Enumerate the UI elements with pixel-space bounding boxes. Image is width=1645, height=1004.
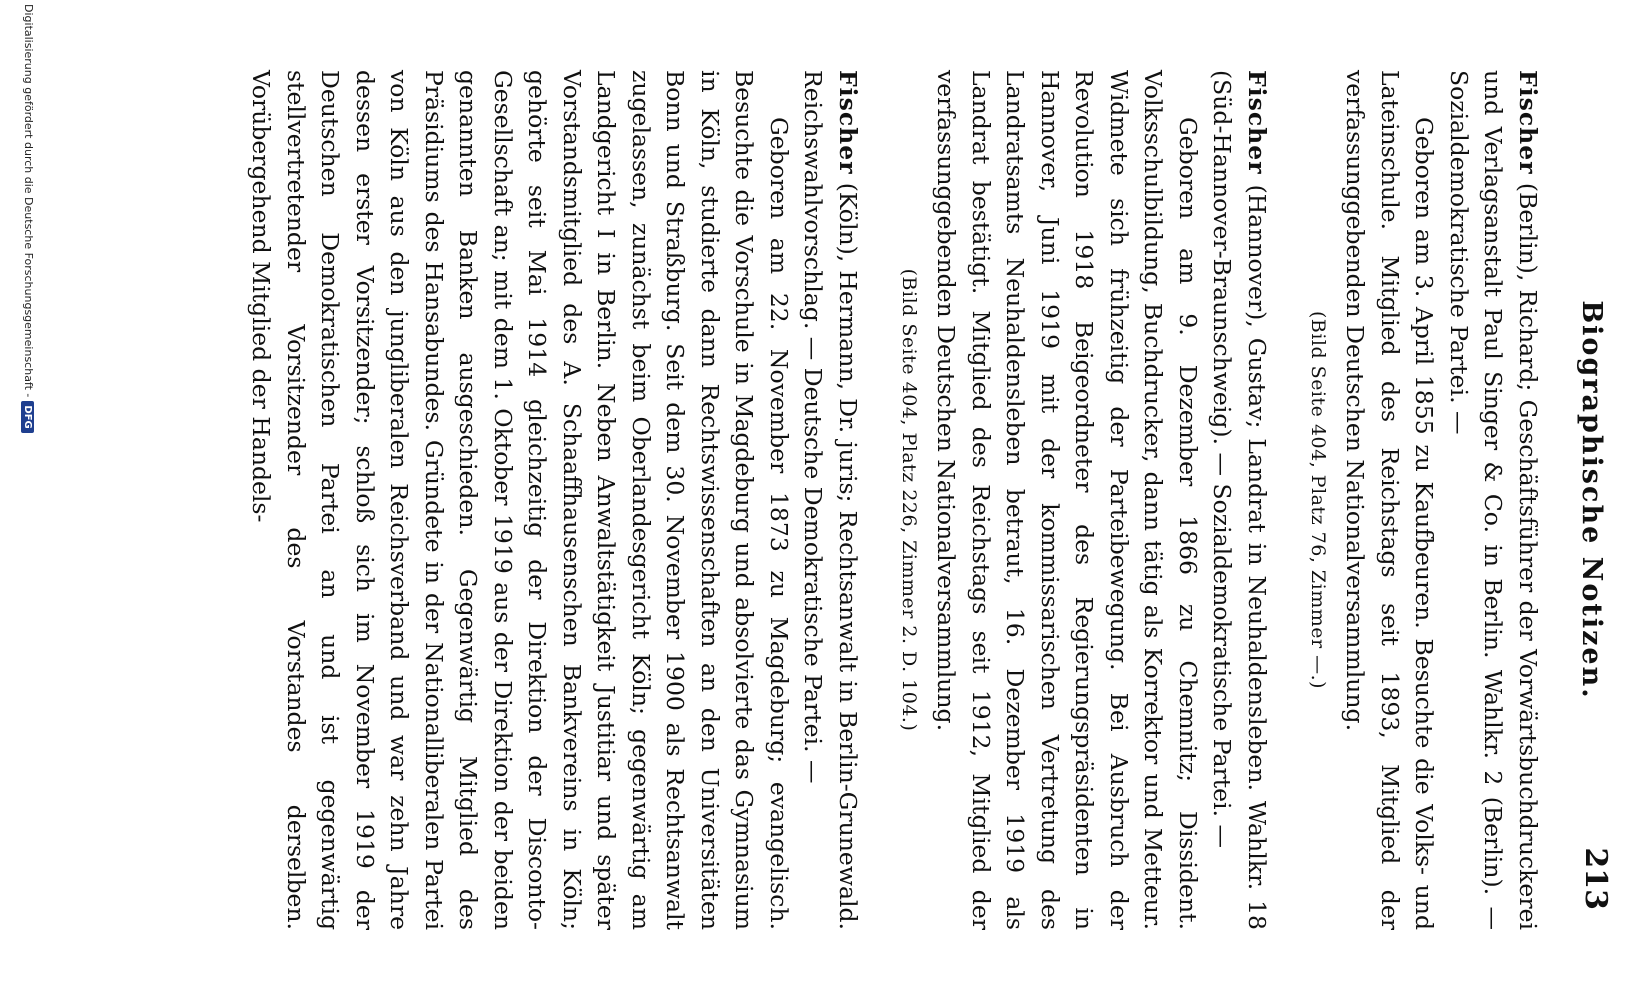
entry-caption: (Bild Seite 404, Platz 226, Zimmer 2. D. 104.) [898, 268, 920, 732]
entry-caption: (Bild Seite 404, Platz 76, Zimmer —.) [1307, 310, 1329, 690]
digitization-credit [21, 0, 35, 1004]
biography-list [145, 70, 1545, 930]
entry-heading [1442, 70, 1546, 930]
entry-heading [796, 70, 865, 930]
entry-heading [1205, 70, 1274, 930]
entry-name: Fischer [1514, 70, 1542, 175]
entry-name: Fischer [1243, 70, 1271, 175]
page-number: 213 [1578, 847, 1613, 910]
entry-name: Fischer [834, 70, 862, 175]
page-title: Biographische Notizen. [1576, 300, 1607, 700]
biography-entry [1304, 70, 1545, 930]
entry-bio: Geboren am 3. April 1855 zu Kaufbeuren. Besuchte die Volks- und Lateinschule. Mitglied des Reichstags seit 1893, Mitglied der verfassunggebenden Deutschen Nationalversammlung. [1341, 70, 1439, 930]
entry-bio: Geboren am 9. Dezember 1866 zu Chemnitz; Dissident. Volksschulbildung, Buchdrucker, dann tätig als Korrektor und Metteur. Widmete sich frühzeitig der Parteibewegung. Bei Ausbruch der Revolution 1918 Beigeordneter des Regierungspräsidenten in Hannover, Juni 1919 mit der kommissarischen Vertretung des Landratsamts Neuhaldensleben betraut, 16. Dezember 1919 als Landrat bestätigt. Mitglied des Reichstags seit 1912, Mitglied der verfassunggebenden Deutschen Nationalversammlung. [932, 70, 1202, 930]
entry-bio: Geboren am 22. November 1873 zu Magdeburg; evangelisch. Besuchte die Vorschule in Magdeburg und absolvierte das Gymnasium in Köln, studierte dann Rechtswissenschaften an den Universitäten Bonn und Straßburg. Seit dem 30. November 1900 als Rechtsanwalt zugelassen, zunächst beim Oberlandesgericht Köln; gegenwärtig am Landgericht I in Berlin. Neben Anwaltstätigkeit Justitiar und später Vorstandsmitglied des A. Schaaffhausenschen Bankvereins in Köln; gehörte seit Mai 1914 gleichzeitig der Direktion der Disconto-Gesellschaft an; mit dem 1. Oktober 1919 aus der Direktion der beiden genannten Banken ausgeschieden. Gegenwärtig Mitglied des Präsidiums des Hansabundes. Gründete in der Nationalliberalen Partei von Köln aus den jungliberalen Reichsverband und war zehn Jahre dessen erster Vorsitzender; schloß sich im November 1919 der Deutschen Demokratischen Partei an und ist gegenwärtig stellvertretender Vorsitzender des Vorstandes derselben. Vorübergehend Mitglied der Handels- [247, 70, 793, 930]
dfg-logo: DFG [21, 401, 34, 432]
entry-intro: (Berlin), Richard; Geschäftsführer der Vorwärtsbuchdruckerei und Verlagsanstalt Paul Singer & Co. in Berlin. Wahlkr. 2 (Berlin). — Sozialdemokratische Partei. — [1445, 70, 1542, 930]
credit-text: Digitalisierung gefördert durch die Deutsche Forschungsgemeinschaft - [22, 4, 35, 398]
entry-intro: (Hannover), Gustav; Landrat in Neuhaldensleben. Wahlkr. 18 (Süd-Hannover-Braunschweig). — Sozialdemokratische Partei. — [1208, 70, 1271, 930]
page-header [1565, 90, 1615, 910]
biography-entry [244, 70, 865, 930]
entry-intro: (Köln), Hermann, Dr. juris; Rechtsanwalt in Berlin-Grunewald. Reichswahlvorschlag. — Deutsche Demokratische Partei. — [799, 70, 862, 930]
biography-entry [895, 70, 1274, 930]
